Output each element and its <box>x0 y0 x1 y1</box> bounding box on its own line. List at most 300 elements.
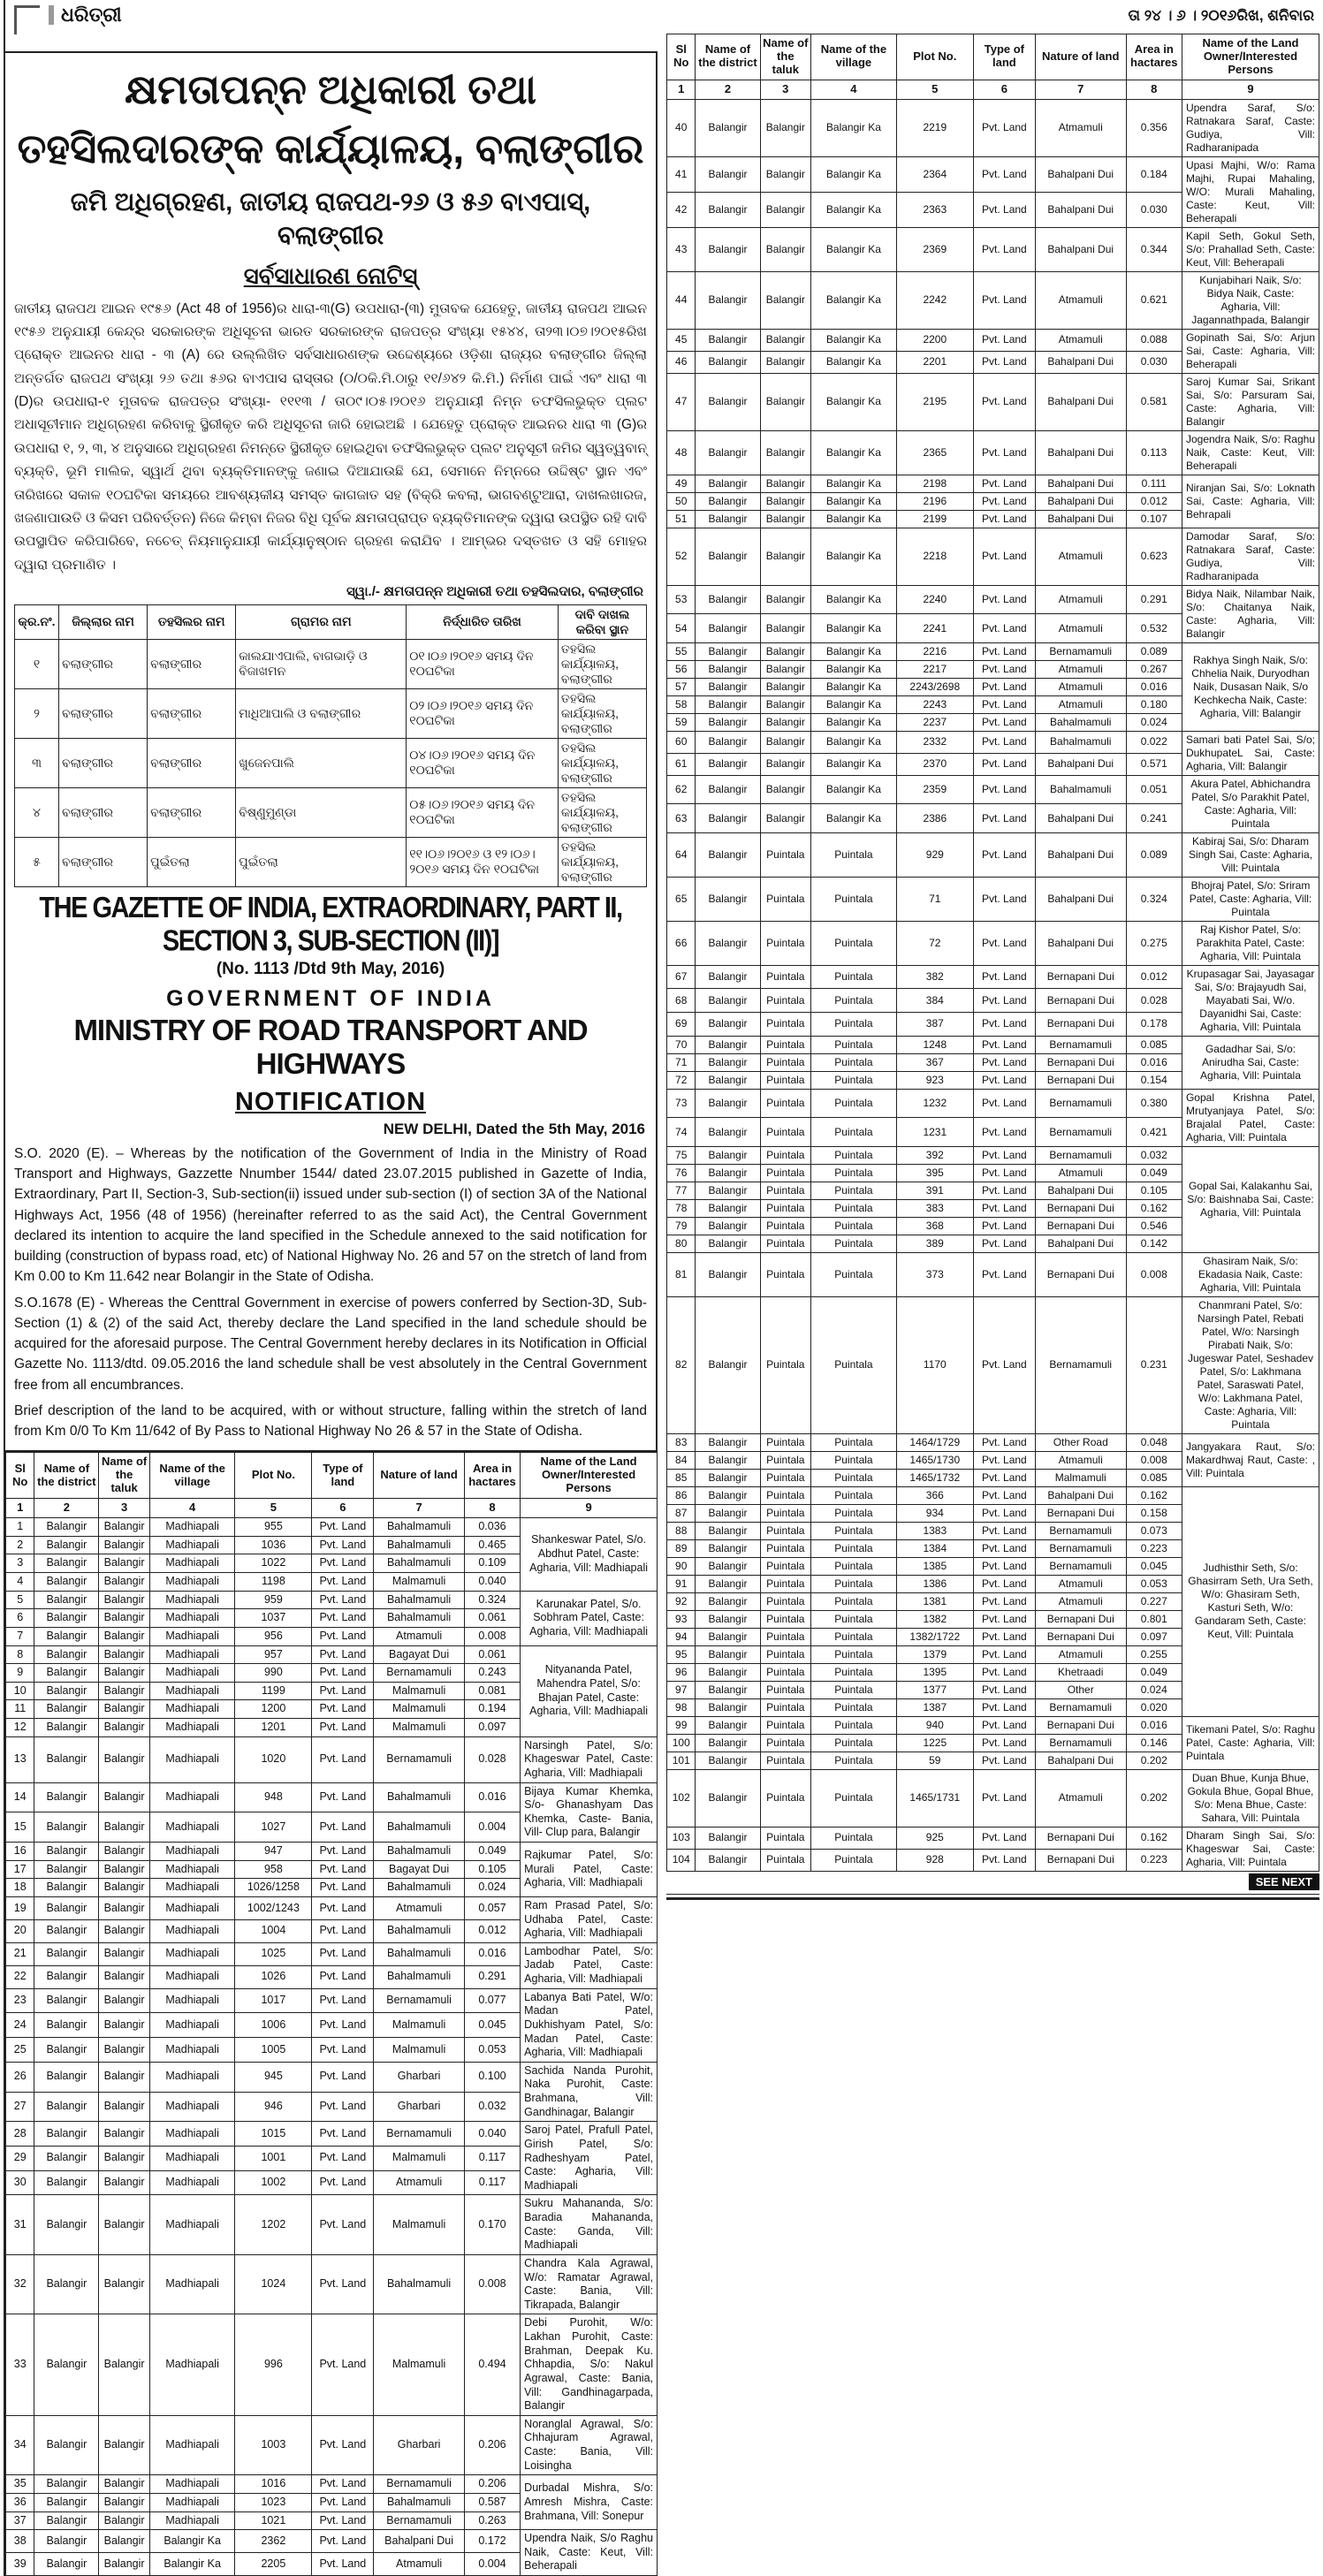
cell-area: 0.194 <box>464 1700 520 1719</box>
cell-nature: Bernapani Dui <box>1035 1716 1126 1734</box>
cell-village: Balangir Ka <box>811 373 897 430</box>
notice-subtitle: ଜମି ଅଧିଗ୍ରହଣ, ଜାତୀୟ ରାଜପଥ-୨୬ ଓ ୫୬ ବାଏପାସ୍, ବଲାଙ୍ଗୀର <box>70 188 591 251</box>
cell-nature: Bagayat Dui <box>374 1860 464 1879</box>
cell-taluk: Balangir <box>99 1573 149 1592</box>
cell-taluk: Puintala <box>760 1089 811 1118</box>
cell-nature: Bernapani Dui <box>1035 1849 1126 1871</box>
land-colnumber-cell: 6 <box>973 80 1035 99</box>
cell-sl: 73 <box>667 1089 696 1118</box>
cell-owner: Tikemani Patel, S/o: Raghu Patel, Caste: Agharia, Vill: Puintala <box>1182 1716 1319 1769</box>
see-next-badge: SEE NEXT <box>1249 1873 1319 1890</box>
cell-plot: 1200 <box>235 1700 312 1719</box>
cell-sl: 10 <box>6 1682 34 1700</box>
cell-taluk: Balangir <box>760 430 811 475</box>
cell-type: Pvt. Land <box>973 1522 1035 1539</box>
cell-plot: 1005 <box>235 2038 312 2063</box>
cell-plot: 1387 <box>896 1698 973 1716</box>
cell-village: Madhiapali <box>149 1860 235 1879</box>
cell-type: Pvt. Land <box>973 1645 1035 1663</box>
cell-taluk: Balangir <box>760 804 811 833</box>
cell-taluk: Balangir <box>760 528 811 585</box>
cell-village: Balangir Ka <box>811 528 897 585</box>
cell-sl: 46 <box>667 351 696 373</box>
cell-village: Puintala <box>811 1698 897 1716</box>
cell-owner: Kabiraj Sai, S/o: Dharam Singh Sai, Caste: Agharia, Vill: Puintala <box>1182 832 1319 877</box>
land-header-cell: Plot No. <box>896 34 973 80</box>
cell-taluk: Puintala <box>760 1575 811 1592</box>
cell-area: 0.356 <box>1126 99 1182 156</box>
cell-type: Pvt. Land <box>312 2553 374 2576</box>
cell-taluk: Puintala <box>760 1469 811 1486</box>
cell-village: Puintala <box>811 1036 897 1053</box>
land-colnumber-cell: 3 <box>760 80 811 99</box>
land-colnumber-cell: 8 <box>464 1499 520 1518</box>
land-row <box>6 2254 658 2314</box>
cell-village: Madhiapali <box>149 2013 235 2038</box>
cell-district: Balangir <box>696 1164 760 1182</box>
cell-taluk: Balangir <box>99 2475 149 2494</box>
land-header-cell: Type of land <box>312 1453 374 1499</box>
cell-plot: 383 <box>896 1199 973 1217</box>
cell-plot: 2195 <box>896 373 973 430</box>
cell-district: Balangir <box>696 1645 760 1663</box>
cell-sl: 101 <box>667 1752 696 1769</box>
cell-nature: Bernamamuli <box>1035 1698 1126 1716</box>
cell-taluk: Balangir <box>760 156 811 192</box>
cell-village: Madhiapali <box>149 2122 235 2147</box>
cell-village: Madhiapali <box>149 1664 235 1683</box>
cell-village: Balangir Ka <box>811 731 897 753</box>
odia-dateline: ତା ୨୪ । ୬ । ୨୦୧୬ରିଖ, ଶନିବାର <box>1128 7 1314 24</box>
cell-village: Madhiapali <box>149 1645 235 1664</box>
cell-sl: 2 <box>6 1536 34 1554</box>
cell-village: Puintala <box>811 1252 897 1296</box>
cell-owner: Bhojraj Patel, S/o: Sriram Patel, Caste: Agharia, Vill: Puintala <box>1182 877 1319 921</box>
cell-village: Puintala <box>811 1849 897 1871</box>
cell-owner: Gopal Sai, Kalakanhu Sai, S/o: Baishnaba Sai, Caste: Agharia, Vill: Puintala <box>1182 1146 1319 1252</box>
cell-type: Pvt. Land <box>973 585 1035 614</box>
cell-area: 0.016 <box>464 1782 520 1812</box>
cell-taluk: Puintala <box>760 989 811 1013</box>
cell-village: Madhiapali <box>149 1609 235 1628</box>
cell-district: Balangir <box>34 1609 99 1628</box>
cell-area: 0.022 <box>1126 731 1182 753</box>
cell-village: Madhiapali <box>149 1554 235 1573</box>
cell-taluk: Puintala <box>760 877 811 921</box>
cell-nature: Atmamuli <box>1035 660 1126 678</box>
cell-area: 0.057 <box>464 1896 520 1919</box>
cell-sl: 11 <box>6 1700 34 1719</box>
government-heading: GOVERNMENT OF INDIA <box>166 985 495 1011</box>
cell-taluk: Puintala <box>760 1752 811 1769</box>
cell-taluk: Puintala <box>760 1504 811 1522</box>
cell-area: 0.223 <box>1126 1539 1182 1557</box>
land-colnumber-cell: 4 <box>811 80 897 99</box>
cell-taluk: Puintala <box>760 1296 811 1433</box>
cell-area: 0.089 <box>1126 832 1182 877</box>
cell-type: Pvt. Land <box>312 2195 374 2255</box>
cell-nature: Bernamamuli <box>1035 642 1126 660</box>
cell-village: Balangir Ka <box>811 713 897 731</box>
cell-sl: 82 <box>667 1296 696 1433</box>
land-row <box>667 329 1319 351</box>
cell-plot: 2363 <box>896 192 973 227</box>
cell-taluk: Balangir <box>99 2493 149 2511</box>
cell-owner: Rajkumar Patel, S/o: Murali Patel, Caste: Agharia, Vill: Madhiapali <box>521 1843 658 1897</box>
cell-taluk: Puintala <box>760 1522 811 1539</box>
cell-nature: Atmamuli <box>1035 614 1126 643</box>
cell-district: Balangir <box>696 804 760 833</box>
cell-taluk: Balangir <box>99 1682 149 1700</box>
cell-sl: 56 <box>667 660 696 678</box>
cell-owner: Narsingh Patel, S/o: Khageswar Patel, Caste: Agharia, Vill: Madhiapali <box>521 1736 658 1782</box>
cell-village: Madhiapali <box>149 1843 235 1861</box>
cell-type: Pvt. Land <box>973 1053 1035 1071</box>
cell-plot: 1001 <box>235 2146 312 2170</box>
cell-type: Pvt. Land <box>973 642 1035 660</box>
cell-area: 0.030 <box>1126 351 1182 373</box>
cell-type: Pvt. Land <box>973 1716 1035 1734</box>
cell-sl: 48 <box>667 430 696 475</box>
cell-village: Balangir Ka <box>811 351 897 373</box>
cell-area: 0.100 <box>464 2062 520 2092</box>
cell-nature: Bernamamuli <box>1035 1296 1126 1433</box>
cell-taluk: Puintala <box>760 1592 811 1610</box>
cell-owner: Durbadal Mishra, S/o: Amresh Mishra, Caste: Brahmana, Vill: Sonepur <box>521 2475 658 2530</box>
cell-owner: Saroj Kumar Sai, Srikant Sai, S/o: Parsuram Sai, Caste: Agharia, Vill: Balangir <box>1182 373 1319 430</box>
land-row <box>667 99 1319 156</box>
cell-type: Pvt. Land <box>312 1719 374 1737</box>
ministry-heading: MINISTRY OF ROAD TRANSPORT AND HIGHWAYS <box>73 1013 588 1080</box>
cell-plot: 366 <box>896 1486 973 1504</box>
cell-type: Pvt. Land <box>973 614 1035 643</box>
cell-nature: Atmamuli <box>1035 1575 1126 1592</box>
see-next-container <box>666 1873 1319 1890</box>
cell-village: Puintala <box>811 832 897 877</box>
cell-area: 0.801 <box>1126 1610 1182 1628</box>
cell-plot: 1464/1729 <box>896 1433 973 1451</box>
cell-plot: 1225 <box>896 1734 973 1752</box>
cell-sl: 104 <box>667 1849 696 1871</box>
cell-area: 0.465 <box>464 1536 520 1554</box>
cell-type: Pvt. Land <box>312 2013 374 2038</box>
cell-nature: Malmamuli <box>374 1682 464 1700</box>
cell-district: Balangir <box>34 1942 99 1965</box>
cell-district: Balangir <box>696 430 760 475</box>
cell-sl: 33 <box>6 2314 34 2415</box>
cell-sl: 75 <box>667 1146 696 1164</box>
cell-nature: Atmamuli <box>1035 329 1126 351</box>
land-header-row <box>6 1453 658 1499</box>
cell-district: Balangir <box>696 877 760 921</box>
cell-type: Pvt. Land <box>973 1592 1035 1610</box>
cell-sl: 76 <box>667 1164 696 1182</box>
cell-area: 0.008 <box>464 1627 520 1645</box>
cell-district: Balangir <box>696 528 760 585</box>
cell-sl: 98 <box>667 1698 696 1716</box>
cell-area: 0.227 <box>1126 1592 1182 1610</box>
cell-area: 0.004 <box>464 2553 520 2576</box>
cell-nature: Atmamuli <box>1035 271 1126 329</box>
cell-district: Balangir <box>34 2038 99 2063</box>
masthead <box>5 0 658 51</box>
cell-nature: Malmamuli <box>374 1700 464 1719</box>
odia-cell: ବଲାଙ୍ଗୀର <box>148 639 236 688</box>
cell-nature: Bahalpani Dui <box>1035 475 1126 492</box>
odia-cell: ୦୨।୦୬।୨୦୧୬ ସମୟ ଦିନ ୧୦ଘଟିକା <box>407 688 559 738</box>
cell-village: Madhiapali <box>149 1812 235 1843</box>
cell-village: Balangir Ka <box>811 660 897 678</box>
land-row <box>667 832 1319 877</box>
cell-type: Pvt. Land <box>312 1554 374 1573</box>
signature-line: ସ୍ୱା./- କ୍ଷମତାପନ୍ନ ଅଧିକାରୀ ତଥା ତହସିଲଦାର, ବଲାଙ୍ଗୀର <box>346 583 643 599</box>
cell-owner: Akura Patel, Abhichandra Patel, S/o Parakhit Patel, Caste: Agharia, Vill: Puintala <box>1182 775 1319 832</box>
land-row <box>6 1518 658 1537</box>
cell-area: 0.231 <box>1126 1296 1182 1433</box>
paragraph-so-2020: S.O. 2020 (E). – Whereas by the notification of the Government of India in the Ministry of Road Transport and Highways, Gazzette Nnumber 1544/ dated 23.07.2015 published in Gazette of India, Extraordinary, Part II, Section-3, Sub-section(ii) issued under sub-section (I) of section 3A of the National Highways Act, 1956 (48 of 1956) (hereinafter referred to as the said Act), the Central Government declared its intention to acquire the land specified in the Schedule annexed to the said notification for building (construction of bypass road, etc) of National Highway No. 26 and 57 on the stretch of land from Km 0.00 to Km 11.642 near Bolangir in the State of Odisha. <box>14 1145 647 1285</box>
cell-taluk: Balangir <box>99 1879 149 1897</box>
cell-nature: Bagayat Dui <box>374 1645 464 1664</box>
cell-nature: Bernamamuli <box>1035 1089 1126 1118</box>
cell-area: 0.243 <box>464 1664 520 1683</box>
cell-nature: Bahalmamuli <box>374 1942 464 1965</box>
cell-nature: Bahalpani Dui <box>1035 1235 1126 1252</box>
cell-taluk: Puintala <box>760 1036 811 1053</box>
cell-plot: 1201 <box>235 1719 312 1737</box>
cell-taluk: Puintala <box>760 1663 811 1681</box>
cell-taluk: Puintala <box>760 1235 811 1252</box>
cell-plot: 934 <box>896 1504 973 1522</box>
cell-type: Pvt. Land <box>312 1843 374 1861</box>
cell-village: Madhiapali <box>149 1736 235 1782</box>
cell-village: Balangir Ka <box>149 2530 235 2553</box>
cell-plot: 1021 <box>235 2511 312 2530</box>
cell-village: Puintala <box>811 1451 897 1469</box>
land-colnumber-cell: 9 <box>1182 80 1319 99</box>
cell-taluk: Balangir <box>99 2146 149 2170</box>
cell-nature: Khetraadi <box>1035 1663 1126 1681</box>
cell-district: Balangir <box>696 832 760 877</box>
cell-plot: 948 <box>235 1782 312 1812</box>
cell-type: Pvt. Land <box>312 2092 374 2122</box>
cell-plot: 1015 <box>235 2122 312 2147</box>
land-colnumber-cell: 3 <box>99 1499 149 1518</box>
cell-area: 0.048 <box>1126 1433 1182 1451</box>
cell-area: 0.202 <box>1126 1752 1182 1769</box>
cell-nature: Malmamuli <box>1035 1469 1126 1486</box>
cell-type: Pvt. Land <box>312 2062 374 2092</box>
cell-area: 0.008 <box>1126 1252 1182 1296</box>
cell-area: 0.113 <box>1126 430 1182 475</box>
land-row <box>6 1591 658 1609</box>
cell-district: Balangir <box>34 1988 99 2013</box>
cell-plot: 1002 <box>235 2170 312 2195</box>
cell-district: Balangir <box>34 1965 99 1988</box>
cell-village: Balangir Ka <box>811 642 897 660</box>
cell-area: 0.016 <box>1126 1716 1182 1734</box>
cell-area: 0.012 <box>1126 492 1182 510</box>
cell-taluk: Balangir <box>99 1812 149 1843</box>
land-row <box>6 2122 658 2147</box>
cell-owner: Gadadhar Sai, S/o: Anirudha Sai, Caste: Agharia, Vill: Puintala <box>1182 1036 1319 1089</box>
cell-nature: Bernapani Dui <box>1035 1252 1126 1296</box>
cell-area: 0.172 <box>464 2530 520 2553</box>
cell-taluk: Balangir <box>99 2314 149 2415</box>
cell-area: 0.088 <box>1126 329 1182 351</box>
cell-sl: 15 <box>6 1812 34 1843</box>
office-title-line2: ତହସିଲଦାରଙ୍କ କାର୍ଯ୍ୟାଳୟ, ବଲାଙ୍ଗୀର <box>17 125 644 171</box>
cell-type: Pvt. Land <box>312 1518 374 1537</box>
cell-type: Pvt. Land <box>973 989 1035 1013</box>
land-row <box>667 475 1319 492</box>
cell-area: 0.162 <box>1126 1827 1182 1849</box>
crop-mark-icon <box>14 5 40 34</box>
cell-area: 0.085 <box>1126 1036 1182 1053</box>
cell-sl: 85 <box>667 1469 696 1486</box>
land-header-cell: Name of the Land Owner/Interested Persons <box>1182 34 1319 80</box>
cell-district: Balangir <box>34 2511 99 2530</box>
cell-district: Balangir <box>34 1518 99 1537</box>
land-header-cell: Type of land <box>973 34 1035 80</box>
cell-type: Pvt. Land <box>973 1486 1035 1504</box>
cell-village: Puintala <box>811 1235 897 1252</box>
cell-area: 0.032 <box>464 2092 520 2122</box>
cell-district: Balangir <box>34 1700 99 1719</box>
cell-owner: Gopinath Sai, S/o: Arjun Sai, Caste: Agharia, Vill: Beherapali <box>1182 329 1319 373</box>
cell-plot: 2243 <box>896 695 973 713</box>
cell-area: 0.032 <box>1126 1146 1182 1164</box>
cell-district: Balangir <box>696 1827 760 1849</box>
cell-taluk: Balangir <box>760 475 811 492</box>
cell-sl: 29 <box>6 2146 34 2170</box>
cell-nature: Atmamuli <box>1035 1164 1126 1182</box>
cell-sl: 92 <box>667 1592 696 1610</box>
cell-village: Puintala <box>811 1645 897 1663</box>
cell-plot: 2200 <box>896 329 973 351</box>
cell-type: Pvt. Land <box>973 373 1035 430</box>
cell-district: Balangir <box>696 1663 760 1681</box>
cell-type: Pvt. Land <box>973 1036 1035 1053</box>
cell-village: Balangir Ka <box>811 585 897 614</box>
cell-nature: Other Road <box>1035 1433 1126 1451</box>
newspaper-logo: ଧରିତ୍ରୀ <box>49 5 122 25</box>
cell-plot: 389 <box>896 1235 973 1252</box>
odia-cell: ମାଧିଆପାଲି ଓ ବଲାଙ୍ଗୀର <box>236 688 407 738</box>
cell-plot: 2240 <box>896 585 973 614</box>
odia-cell: ବଲାଙ୍ଗୀର <box>148 787 236 837</box>
cell-plot: 990 <box>235 1664 312 1683</box>
cell-village: Madhiapali <box>149 1782 235 1812</box>
cell-plot: 1170 <box>896 1296 973 1433</box>
cell-taluk: Balangir <box>760 192 811 227</box>
cell-sl: 36 <box>6 2493 34 2511</box>
cell-taluk: Puintala <box>760 1849 811 1871</box>
cell-district: Balangir <box>696 99 760 156</box>
cell-taluk: Balangir <box>760 329 811 351</box>
cell-area: 0.036 <box>464 1518 520 1537</box>
cell-district: Balangir <box>34 1860 99 1879</box>
cell-type: Pvt. Land <box>312 2254 374 2314</box>
cell-sl: 59 <box>667 713 696 731</box>
cell-sl: 50 <box>667 492 696 510</box>
land-header-cell: Area in hactares <box>1126 34 1182 80</box>
cell-type: Pvt. Land <box>973 1199 1035 1217</box>
cell-plot: 1025 <box>235 1942 312 1965</box>
odia-cell: ୩ <box>15 738 59 787</box>
land-row <box>667 373 1319 430</box>
cell-plot: 947 <box>235 1843 312 1861</box>
cell-type: Pvt. Land <box>973 678 1035 695</box>
cell-village: Madhiapali <box>149 2475 235 2494</box>
cell-district: Balangir <box>696 1628 760 1645</box>
cell-type: Pvt. Land <box>973 1557 1035 1575</box>
cell-type: Pvt. Land <box>973 1628 1035 1645</box>
cell-type: Pvt. Land <box>973 227 1035 271</box>
cell-village: Madhiapali <box>149 2314 235 2415</box>
cell-nature: Bahalpani Dui <box>1035 492 1126 510</box>
cell-taluk: Puintala <box>760 1486 811 1504</box>
cell-plot: 2364 <box>896 156 973 192</box>
cell-sl: 51 <box>667 510 696 528</box>
odia-header-cell: ନିର୍ଦ୍ଧାରିତ ତାରିଖ <box>407 604 559 639</box>
cell-area: 0.494 <box>464 2314 520 2415</box>
cell-area: 0.146 <box>1126 1734 1182 1752</box>
cell-taluk: Puintala <box>760 1164 811 1182</box>
cell-plot: 392 <box>896 1146 973 1164</box>
cell-village: Madhiapali <box>149 2146 235 2170</box>
cell-sl: 5 <box>6 1591 34 1609</box>
cell-area: 0.049 <box>1126 1663 1182 1681</box>
paragraph-so-1678: S.O.1678 (E) - Whereas the Centtral Government in exercise of powers conferred by Section-3D, Sub-Section (1) & (2) of the said Act, thereby declare the Land specified in the land schedule should be acquired for the aforesaid purpose. The Central Government hereby declares in its Notification in Official Gazette No. 1113/dtd. 09.05.2016 the land schedule shall be vest absolutely in the Central Government free from all encumbrances. <box>14 1295 647 1393</box>
cell-taluk: Balangir <box>99 1896 149 1919</box>
cell-village: Madhiapali <box>149 2511 235 2530</box>
cell-taluk: Puintala <box>760 1053 811 1071</box>
cell-nature: Bernamamuli <box>1035 1557 1126 1575</box>
cell-sl: 49 <box>667 475 696 492</box>
cell-nature: Gharbari <box>374 2415 464 2475</box>
cell-nature: Bahalpani Dui <box>1035 1182 1126 1199</box>
land-row <box>667 227 1319 271</box>
cell-type: Pvt. Land <box>312 1536 374 1554</box>
cell-taluk: Puintala <box>760 1217 811 1235</box>
cell-plot: 945 <box>235 2062 312 2092</box>
cell-owner: Niranjan Sai, S/o: Loknath Sai, Caste: Agharia, Vill: Behrapali <box>1182 475 1319 528</box>
cell-district: Balangir <box>34 1843 99 1861</box>
cell-area: 0.117 <box>464 2170 520 2195</box>
cell-plot: 1383 <box>896 1522 973 1539</box>
cell-nature: Bahalpani Dui <box>374 2530 464 2553</box>
cell-sl: 86 <box>667 1486 696 1504</box>
cell-plot: 1198 <box>235 1573 312 1592</box>
land-header-cell: Area in hactares <box>464 1453 520 1499</box>
land-row <box>6 2195 658 2255</box>
cell-taluk: Balangir <box>760 99 811 156</box>
cell-district: Balangir <box>34 2493 99 2511</box>
cell-sl: 27 <box>6 2092 34 2122</box>
cell-nature: Malmamuli <box>374 2038 464 2063</box>
cell-nature: Other <box>1035 1681 1126 1698</box>
odia-cell: ବଲାଙ୍ଗୀର <box>59 738 148 787</box>
odia-cell: ଖୁଜେନପାଲି <box>236 738 407 787</box>
cell-type: Pvt. Land <box>973 713 1035 731</box>
cell-nature: Malmamuli <box>374 1719 464 1737</box>
cell-sl: 54 <box>667 614 696 643</box>
cell-sl: 24 <box>6 2013 34 2038</box>
cell-sl: 7 <box>6 1627 34 1645</box>
cell-village: Puintala <box>811 1681 897 1698</box>
cell-type: Pvt. Land <box>312 1942 374 1965</box>
cell-sl: 19 <box>6 1896 34 1919</box>
